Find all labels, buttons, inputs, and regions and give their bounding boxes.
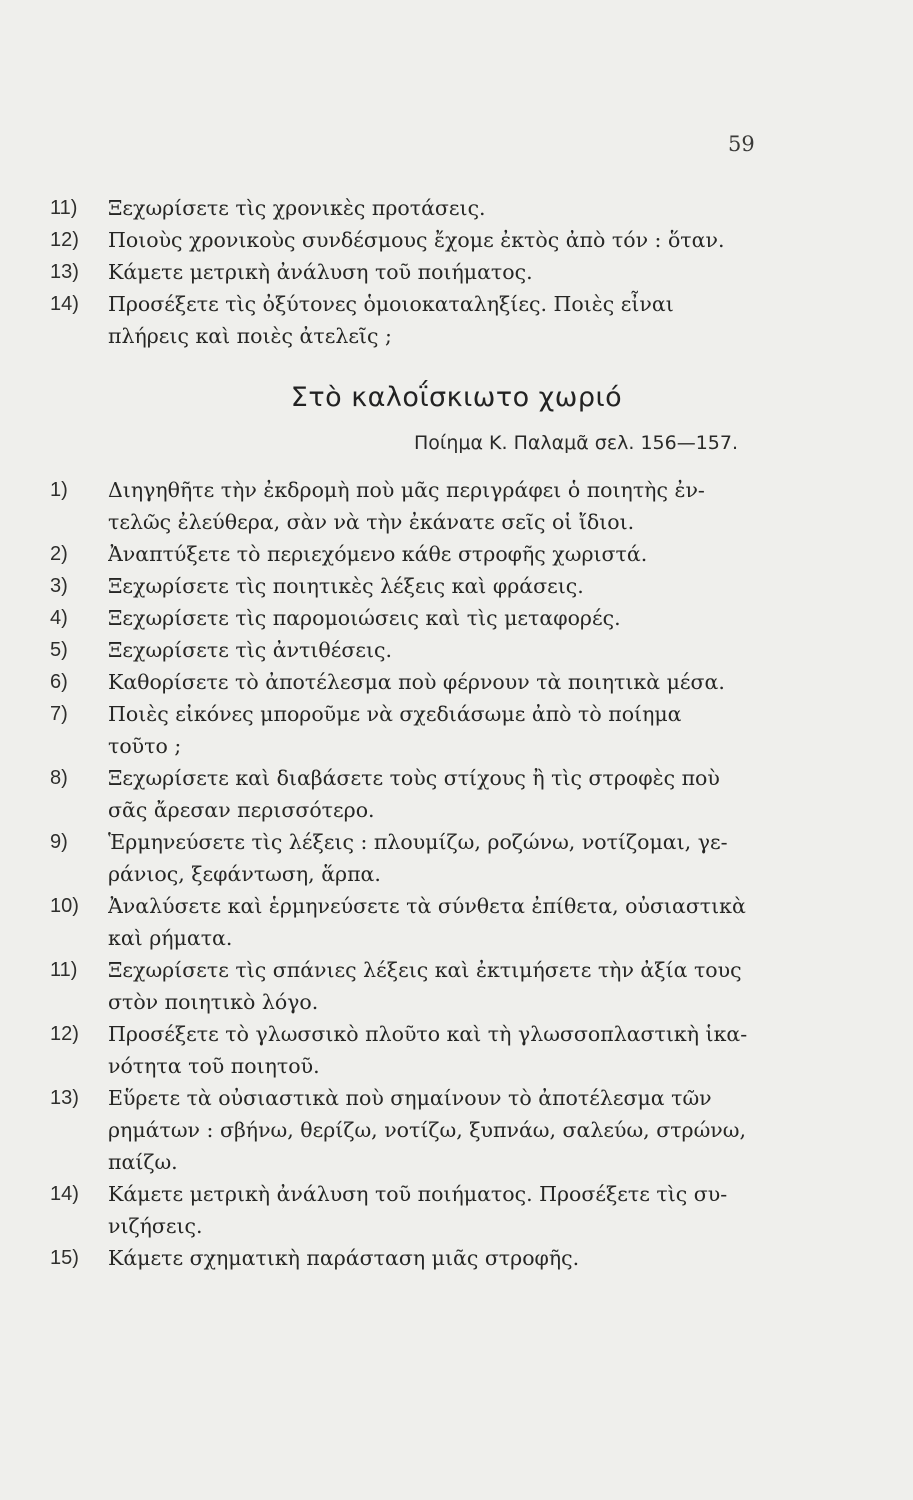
exercise-item — [50, 762, 766, 794]
exercise-number: 14) — [50, 293, 79, 315]
text-line: Ποιὲς εἰκόνες μποροῦμε νὰ σχεδιάσωμε ἀπὸ τὸ ποίημα — [108, 702, 682, 726]
exercise-number: 11) — [50, 959, 78, 981]
text-line: Προσέξετε τὶς ὀξύτονες ὁμοιοκαταληξίες. Ποιὲς εἶναι — [108, 292, 674, 316]
exercise-text — [108, 890, 766, 922]
exercise-number: 13) — [50, 1087, 79, 1109]
exercise-list — [50, 474, 766, 1274]
continuation-line: σᾶς ἄρεσαν περισσότερο. — [108, 798, 375, 822]
continuation-line: ράνιος, ξεφάντωση, ἅρπα. — [108, 862, 381, 886]
exercise-item — [50, 224, 766, 256]
exercise-item — [50, 602, 766, 634]
exercise-item — [50, 954, 766, 986]
exercise-text — [108, 1178, 766, 1210]
poem-source: Ποίημα Κ. Παλαμᾶ σελ. 156—157. — [414, 432, 739, 454]
exercise-item — [50, 474, 766, 506]
continuation-line: πλήρεις καὶ ποιὲς ἀτελεῖς ; — [108, 324, 392, 348]
continuation-line: στὸν ποιητικὸ λόγο. — [108, 990, 319, 1014]
exercise-number: 6) — [50, 671, 68, 693]
exercise-number: 12) — [50, 1023, 79, 1045]
continuation-line: νότητα τοῦ ποιητοῦ. — [108, 1054, 320, 1078]
exercise-text — [108, 602, 766, 634]
exercise-text — [108, 634, 766, 666]
exercise-number: 9) — [50, 831, 68, 853]
exercise-number: 7) — [50, 703, 68, 725]
exercise-item — [50, 1018, 766, 1050]
continuation-line: τοῦτο ; — [108, 734, 182, 758]
exercise-text — [108, 954, 766, 986]
text-line: Ἀναλύσετε καὶ ἑρμηνεύσετε τὰ σύνθετα ἐπίθετα, οὐσιαστικὰ — [108, 894, 746, 918]
continuation-line: καὶ ρήματα. — [108, 926, 233, 950]
exercise-item — [50, 288, 766, 320]
text-line: Ξεχωρίσετε τὶς ἀντιθέσεις. — [108, 638, 393, 662]
exercise-text — [108, 1018, 766, 1050]
continuation-line: τελῶς ἐλεύθερα, σὰν νὰ τὴν ἐκάνατε σεῖς οἱ ἴδιοι. — [108, 510, 635, 534]
page-number: 59 — [728, 132, 755, 156]
exercise-text — [108, 826, 766, 858]
text-line: Ξεχωρίσετε τὶς χρονικὲς προτάσεις. — [108, 196, 486, 220]
exercise-item — [50, 1082, 766, 1114]
exercise-item — [50, 890, 766, 922]
exercise-text — [108, 1082, 766, 1114]
exercise-item — [50, 256, 766, 288]
exercise-text — [108, 288, 766, 320]
exercise-number: 10) — [50, 895, 79, 917]
text-line: Ξεχωρίσετε τὶς ποιητικὲς λέξεις καὶ φράσεις. — [108, 574, 584, 598]
text-line: Ἑρμηνεύσετε τὶς λέξεις : πλουμίζω, ροζώνω, νοτίζομαι, γε- — [108, 830, 728, 854]
exercise-text — [108, 1242, 766, 1274]
text-line: Διηγηθῆτε τὴν ἐκδρομὴ ποὺ μᾶς περιγράφει ὁ ποιητὴς ἐν- — [108, 478, 705, 502]
exercise-text — [108, 192, 766, 224]
exercise-item — [50, 634, 766, 666]
exercise-item — [50, 666, 766, 698]
text-line: Ξεχωρίσετε καὶ διαβάσετε τοὺς στίχους ἢ τὶς στροφὲς ποὺ — [108, 766, 720, 790]
exercise-item — [50, 1242, 766, 1274]
continuation-line: ρημάτων : σβήνω, θερίζω, νοτίζω, ξυπνάω, σαλεύω, στρώνω, — [108, 1118, 746, 1142]
exercise-item — [50, 1178, 766, 1210]
exercise-number: 11) — [50, 197, 78, 219]
exercise-number: 8) — [50, 767, 68, 789]
exercise-item — [50, 826, 766, 858]
exercise-text — [108, 538, 766, 570]
exercise-text — [108, 666, 766, 698]
continuation-line: νιζήσεις. — [108, 1214, 203, 1238]
continuation-line: παίζω. — [108, 1150, 178, 1174]
text-line: Κάμετε μετρικὴ ἀνάλυση τοῦ ποιήματος. — [108, 260, 533, 284]
text-line: Προσέξετε τὸ γλωσσικὸ πλοῦτο καὶ τὴ γλωσσοπλαστικὴ ἱκα- — [108, 1022, 748, 1046]
text-line: Κάμετε σχηματικὴ παράσταση μιᾶς στροφῆς. — [108, 1246, 580, 1270]
exercise-text — [108, 762, 766, 794]
exercise-number: 15) — [50, 1247, 79, 1269]
exercise-text — [108, 256, 766, 288]
exercise-text — [108, 698, 766, 730]
text-line: Ξεχωρίσετε τὶς σπάνιες λέξεις καὶ ἐκτιμήσετε τὴν ἀξία τους — [108, 958, 742, 982]
exercise-text — [108, 570, 766, 602]
exercise-number: 3) — [50, 575, 68, 597]
exercise-text — [108, 474, 766, 506]
text-line: Κάμετε μετρικὴ ἀνάλυση τοῦ ποιήματος. Προσέξετε τὶς συ- — [108, 1182, 728, 1206]
exercise-number: 14) — [50, 1183, 79, 1205]
exercise-number: 12) — [50, 229, 79, 251]
exercise-number: 1) — [50, 479, 68, 501]
exercise-item — [50, 570, 766, 602]
exercise-item — [50, 192, 766, 224]
text-line: Ποιοὺς χρονικοὺς συνδέσμους ἔχομε ἐκτὸς ἀπὸ τόν : ὅταν. — [108, 228, 725, 252]
exercise-number: 2) — [50, 543, 68, 565]
exercise-number: 13) — [50, 261, 79, 283]
text-line: Ἀναπτύξετε τὸ περιεχόμενο κάθε στροφῆς χωριστά. — [108, 542, 648, 566]
previous-exercises — [50, 192, 766, 352]
text-line: Εὕρετε τὰ οὐσιαστικὰ ποὺ σημαίνουν τὸ ἀποτέλεσμα τῶν — [108, 1086, 712, 1110]
text-line: Ξεχωρίσετε τὶς παρομοιώσεις καὶ τὶς μεταφορές. — [108, 606, 621, 630]
text-line: Καθορίσετε τὸ ἀποτέλεσμα ποὺ φέρνουν τὰ ποιητικὰ μέσα. — [108, 670, 725, 694]
section-title: Στὸ καλοΐσκιωτο χωριό — [290, 382, 623, 413]
exercise-number: 5) — [50, 639, 68, 661]
exercise-item — [50, 538, 766, 570]
exercise-number: 4) — [50, 607, 68, 629]
exercise-item — [50, 698, 766, 730]
exercise-text — [108, 224, 766, 256]
